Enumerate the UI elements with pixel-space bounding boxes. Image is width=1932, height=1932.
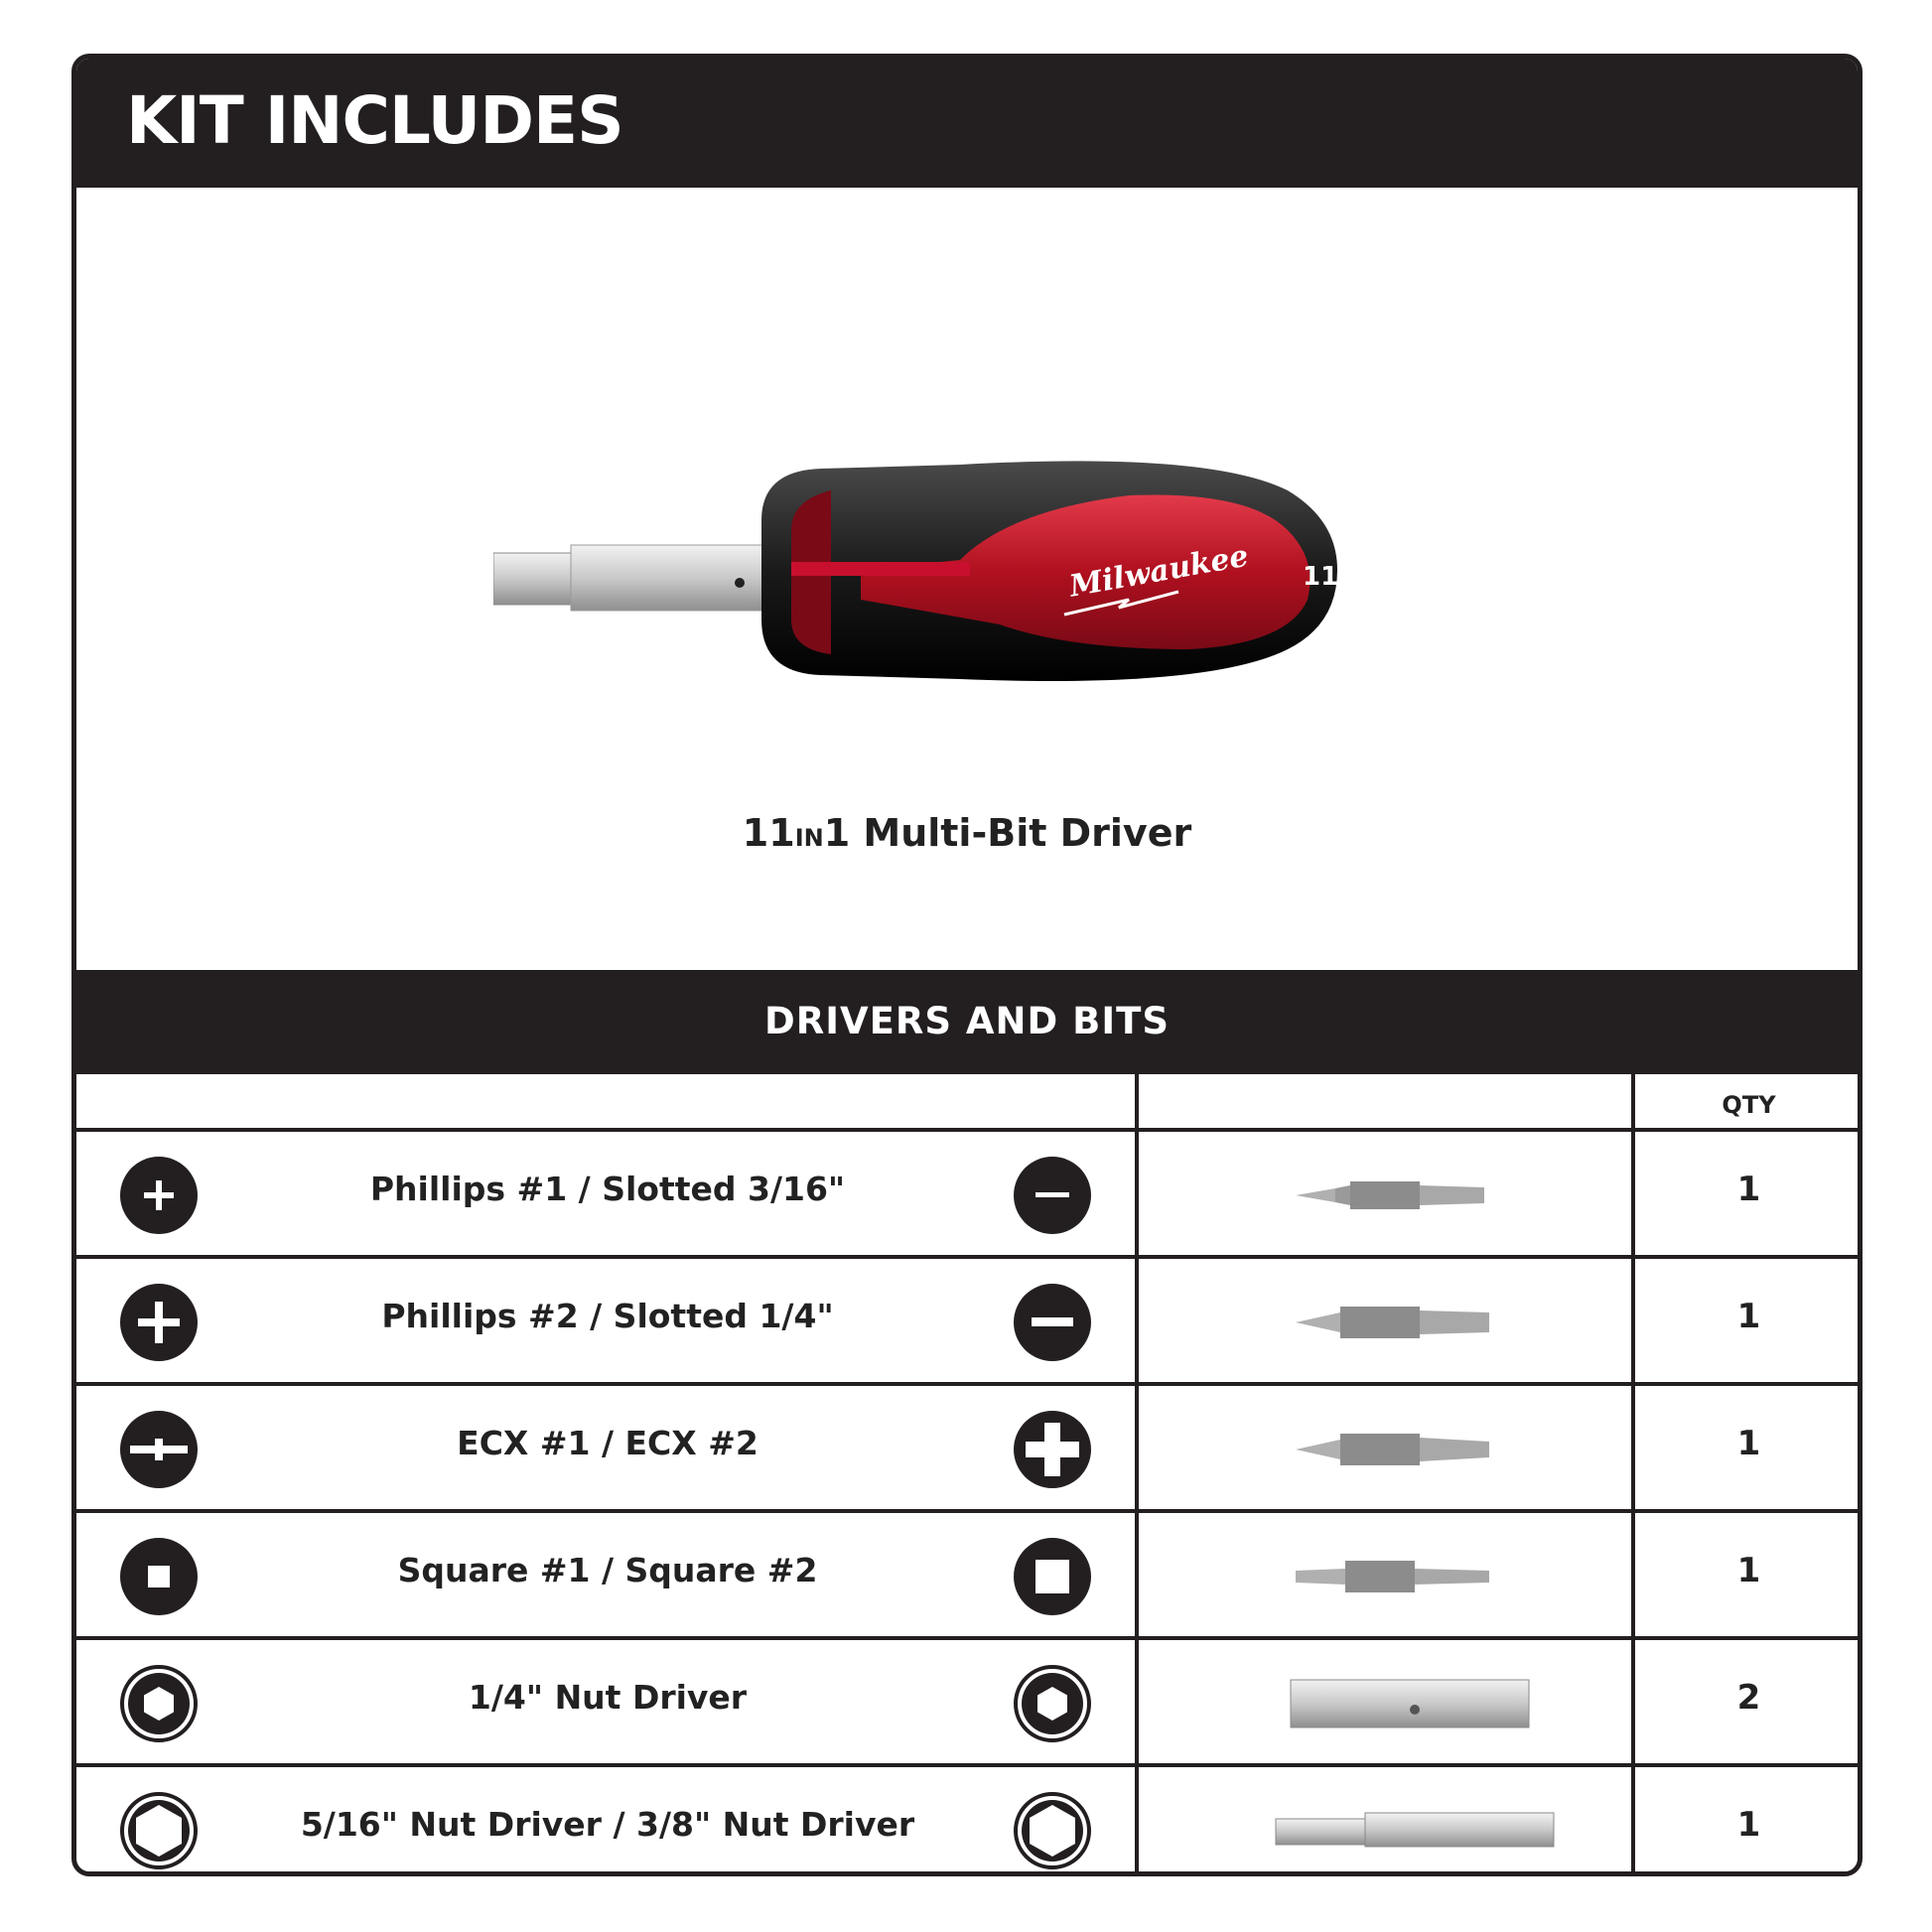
- row-qty: 1: [1736, 1551, 1761, 1590]
- table-row: [76, 1640, 1858, 1767]
- ecx-2-icon: [1014, 1411, 1091, 1488]
- phillips-icon: [120, 1284, 198, 1361]
- table-row: [76, 1259, 1858, 1386]
- header-bar: [76, 59, 1858, 188]
- phillips-icon: [120, 1157, 198, 1234]
- ecx-1-icon: [120, 1411, 198, 1488]
- bit-image: [1137, 1537, 1633, 1616]
- svg-text:11: 11: [1303, 562, 1339, 592]
- section-title: DRIVERS AND BITS: [764, 1000, 1170, 1042]
- row-qty: 1: [1736, 1424, 1761, 1463]
- row-label: ECX #1 / ECX #2: [457, 1424, 759, 1462]
- bit-image: [1137, 1283, 1633, 1362]
- bit-image: [1137, 1791, 1633, 1870]
- table-row: [76, 1386, 1858, 1513]
- kit-includes-panel: [71, 54, 1863, 1876]
- row-label: Square #1 / Square #2: [397, 1551, 818, 1589]
- bit-image: [1137, 1156, 1633, 1235]
- hex-large-icon: [120, 1792, 198, 1869]
- row-label: Phillips #2 / Slotted 1/4": [381, 1297, 834, 1335]
- table-row: [76, 1767, 1858, 1876]
- multi-bit-driver-image: [493, 451, 1486, 689]
- row-qty: 2: [1736, 1678, 1761, 1718]
- table-row: [76, 1132, 1858, 1259]
- hex-large-icon: [1014, 1792, 1091, 1869]
- slotted-icon: [1014, 1284, 1091, 1361]
- hero-section: [76, 188, 1858, 970]
- table-row: [76, 1513, 1858, 1640]
- qty-column-header: QTY: [1722, 1091, 1776, 1119]
- slotted-icon: [1014, 1157, 1091, 1234]
- row-qty: 1: [1736, 1297, 1761, 1336]
- row-label: Phillips #1 / Slotted 3/16": [369, 1170, 846, 1208]
- caption-text: 1 Multi-Bit Driver: [823, 811, 1192, 855]
- row-qty: 1: [1736, 1170, 1761, 1209]
- row-qty: 1: [1736, 1805, 1761, 1845]
- section-header: [76, 970, 1858, 1074]
- square-2-icon: [1014, 1538, 1091, 1615]
- row-label: 5/16" Nut Driver / 3/8" Nut Driver: [300, 1805, 915, 1844]
- bit-image: [1137, 1410, 1633, 1489]
- hex-small-icon: [120, 1665, 198, 1742]
- caption-number-a: 11: [742, 811, 795, 855]
- square-1-icon: [120, 1538, 198, 1615]
- hex-small-icon: [1014, 1665, 1091, 1742]
- bit-image: [1137, 1664, 1633, 1743]
- row-label: 1/4" Nut Driver: [468, 1678, 748, 1717]
- page-title: KIT INCLUDES: [126, 82, 623, 159]
- caption-small-in: IN: [794, 824, 824, 852]
- svg-text:Milwaukee: Milwaukee: [1066, 538, 1252, 605]
- product-caption: [76, 811, 1858, 855]
